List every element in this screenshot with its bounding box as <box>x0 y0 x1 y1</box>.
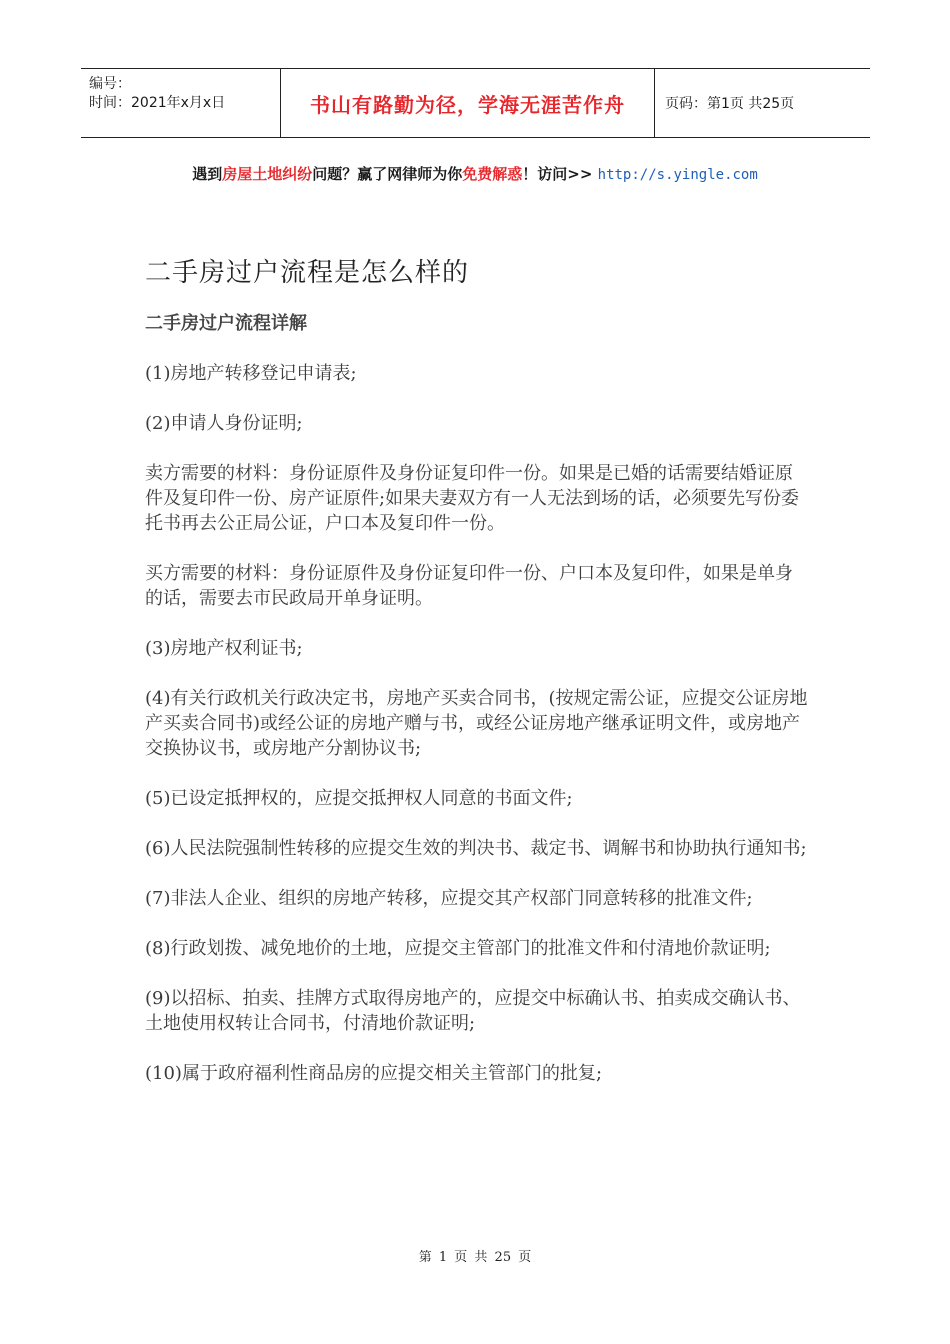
paragraph: 卖方需要的材料：身份证原件及身份证复印件一份。如果是已婚的话需要结婚证原件及复印件一份、房产证原件;如果夫妻双方有一人无法到场的话，必须要先写份委托书再去公正局公证，户口本及复印件一份。 <box>145 463 800 534</box>
promo-topic: 房屋土地纠纷 <box>222 165 313 183</box>
paragraph: (10)属于政府福利性商品房的应提交相关主管部门的批复; <box>145 1063 603 1084</box>
number-label: 编号： <box>89 76 131 92</box>
header-page-info: 页码：第1页 共25页 <box>665 96 795 112</box>
paragraph: (6)人民法院强制性转移的应提交生效的判决书、裁定书、调解书和协助执行通知书; <box>145 838 807 859</box>
paragraph: (5)已设定抵押权的，应提交抵押权人同意的书面文件; <box>145 788 573 809</box>
promo-suffix: ！访问>> <box>522 165 593 183</box>
document-title: 二手房过户流程是怎么样的 <box>145 258 470 288</box>
promo-prefix: 遇到 <box>192 165 223 183</box>
promo-middle: 问题？赢了网律师为你 <box>312 165 463 183</box>
promo-free: 免费解惑 <box>462 165 523 183</box>
paragraph: 买方需要的材料：身份证原件及身份证复印件一份、户口本及复印件，如果是单身的话，需要去市民政局开单身证明。 <box>145 563 793 609</box>
page-footer: 第 1 页 共 25 页 <box>418 1250 532 1265</box>
paragraph: (4)有关行政机关行政决定书，房地产买卖合同书，(按规定需公证，应提交公证房地产买卖合同书)或经公证的房地产赠与书，或经公证房地产继承证明文件，或房地产交换协议书，或房地产分割协议书; <box>145 688 808 759</box>
header-motto: 书山有路勤为径，学海无涯苦作舟 <box>281 69 655 137</box>
paragraph: (9)以招标、拍卖、挂牌方式取得房地产的，应提交中标确认书、拍卖成交确认书、土地使用权转让合同书，付清地价款证明; <box>145 988 801 1034</box>
document-subtitle: 二手房过户流程详解 <box>145 313 307 334</box>
paragraph: (7)非法人企业、组织的房地产转移，应提交其产权部门同意转移的批准文件; <box>145 888 753 909</box>
promo-link[interactable]: http://s.yingle.com <box>597 167 758 183</box>
paragraph: (3)房地产权利证书; <box>145 638 303 659</box>
document-body <box>145 252 810 1111</box>
document-header <box>81 68 870 138</box>
header-meta-cell <box>81 69 281 137</box>
promo-banner <box>0 163 950 184</box>
paragraph: (1)房地产转移登记申请表; <box>145 363 357 384</box>
time-label: 时间：2021年x月x日 <box>89 95 226 111</box>
paragraph: (8)行政划拨、减免地价的土地，应提交主管部门的批准文件和付清地价款证明; <box>145 938 771 959</box>
paragraph: (2)申请人身份证明; <box>145 413 303 434</box>
